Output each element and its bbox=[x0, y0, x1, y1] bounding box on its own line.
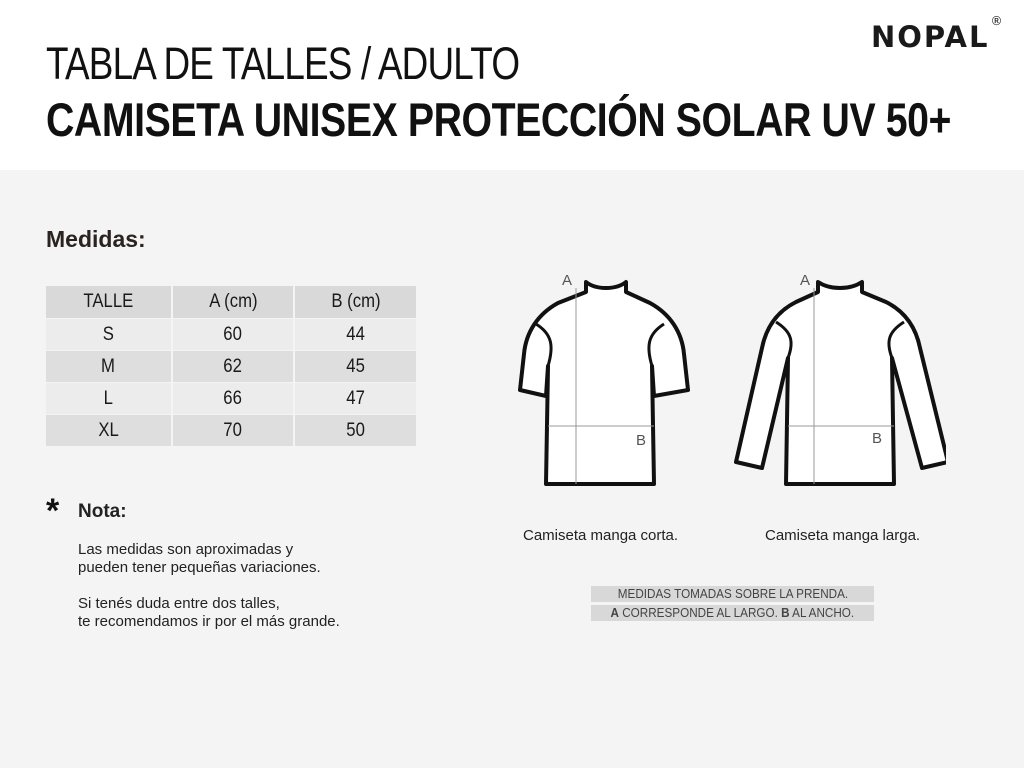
table-cell: 47 bbox=[295, 383, 416, 415]
note-line: pueden tener pequeñas variaciones. bbox=[78, 559, 321, 576]
table-row bbox=[46, 351, 416, 383]
footnote-line-1: MEDIDAS TOMADAS SOBRE LA PRENDA. bbox=[591, 586, 874, 602]
table-cell: M bbox=[46, 351, 173, 383]
note-line: Las medidas son aproximadas y bbox=[78, 541, 294, 558]
page-title: TABLA DE TALLES / ADULTO bbox=[46, 38, 520, 89]
footnote-a: A bbox=[610, 605, 620, 620]
registered-mark: ® bbox=[990, 14, 1003, 28]
asterisk-icon: * bbox=[46, 492, 60, 530]
table-header-row bbox=[46, 286, 416, 319]
header bbox=[0, 0, 1024, 170]
shirt-outline bbox=[736, 282, 946, 484]
note-paragraph-2 bbox=[78, 595, 340, 631]
shirt-outline bbox=[520, 282, 688, 484]
footnote-b: B bbox=[781, 605, 790, 620]
table-cell: 62 bbox=[173, 351, 296, 383]
table-cell: 44 bbox=[295, 319, 416, 351]
table-cell: 66 bbox=[173, 383, 296, 415]
short-sleeve-caption: Camiseta manga corta. bbox=[523, 527, 679, 544]
note-line: te recomendamos ir por el más grande. bbox=[78, 613, 340, 630]
short-sleeve-shirt-diagram bbox=[512, 262, 696, 494]
table-cell: S bbox=[46, 319, 173, 351]
label-a: A bbox=[562, 272, 573, 289]
brand-name: NOPAL bbox=[871, 20, 990, 54]
table-row bbox=[46, 415, 416, 447]
brand-logo bbox=[871, 14, 1003, 54]
label-a: A bbox=[800, 272, 811, 289]
column-header: TALLE bbox=[46, 286, 173, 319]
size-table bbox=[46, 286, 416, 447]
label-b: B bbox=[636, 432, 647, 449]
table-row bbox=[46, 383, 416, 415]
column-header: A (cm) bbox=[173, 286, 296, 319]
long-sleeve-shirt-diagram bbox=[732, 262, 946, 494]
table-cell: XL bbox=[46, 415, 173, 447]
label-b: B bbox=[872, 430, 883, 447]
table-row bbox=[46, 319, 416, 351]
table-cell: 45 bbox=[295, 351, 416, 383]
note-paragraph-1 bbox=[78, 541, 321, 577]
table-cell: 50 bbox=[295, 415, 416, 447]
note-line: Si tenés duda entre dos talles, bbox=[78, 595, 280, 612]
note-heading: Nota: bbox=[78, 501, 127, 522]
long-sleeve-caption: Camiseta manga larga. bbox=[765, 527, 921, 544]
column-header: B (cm) bbox=[295, 286, 416, 319]
table-cell: 70 bbox=[173, 415, 296, 447]
measures-heading: Medidas: bbox=[46, 226, 146, 252]
table-cell: L bbox=[46, 383, 173, 415]
table-cell: 60 bbox=[173, 319, 296, 351]
footnote-line-2: A CORRESPONDE AL LARGO. B AL ANCHO. bbox=[591, 605, 874, 621]
page-subtitle: CAMISETA UNISEX PROTECCIÓN SOLAR UV 50+ bbox=[46, 93, 952, 146]
